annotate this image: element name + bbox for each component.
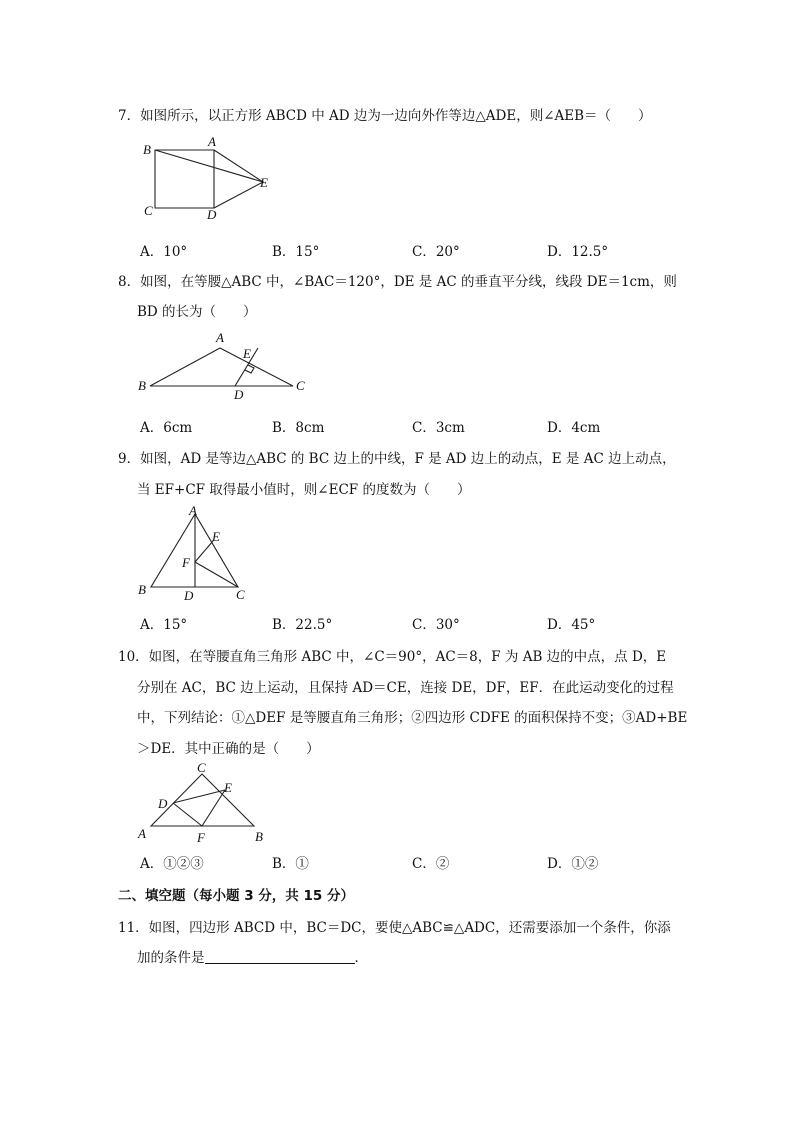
q10-label-f: F [197,830,205,845]
q9-label-e: E [212,529,220,544]
q8-label-e: E [243,346,251,361]
q10-label-b: B [255,829,263,844]
q8-label-c: C [296,378,305,393]
q10-stem-line1: 10．如图，在等腰直角三角形 ABC 中，∠C＝90°，AC＝8，F 为 AB 边的中点，点 D，E [118,649,667,665]
q10-option-a[interactable]: A．①②③ [140,856,204,872]
q11-stem-line2 [137,946,368,966]
q7-option-b[interactable]: B．15° [272,244,320,260]
q11-answer-blank[interactable] [205,951,355,964]
q10-label-a: A [138,826,146,841]
q8-option-a[interactable]: A．6cm [140,420,193,436]
q7-option-d[interactable]: D．12.5° [547,244,609,260]
q7-stem: 7．如图所示，以正方形 ABCD 中 AD 边为一边向外作等边△ADE，则∠AEB＝（ ） [118,108,652,124]
q11-stem-suffix: ． [354,950,368,966]
q7-label-c: C [144,203,153,218]
q7-option-a[interactable]: A．10° [140,244,188,260]
q8-label-a: A [216,330,224,345]
q10-stem-line3: 中，下列结论：①△DEF 是等腰直角三角形；②四边形 CDFE 的面积保持不变；③AD+BE [137,710,688,726]
q8-stem-line1: 8．如图，在等腰△ABC 中，∠BAC＝120°，DE 是 AC 的垂直平分线，线段 DE＝1cm，则 [118,274,677,290]
q10-figure [136,760,276,848]
q9-stem-line2: 当 EF+CF 取得最小值时，则∠ECF 的度数为（ ） [137,482,471,498]
q10-option-d[interactable]: D．①② [547,856,599,872]
q9-label-f: F [182,555,190,570]
q9-stem-line1: 9．如图，AD 是等边△ABC 的 BC 边上的中线，F 是 AD 边上的动点，E 是 AC 边上动点， [118,451,676,467]
q8-label-d: D [234,387,244,402]
q9-segment-fc [195,562,238,587]
q11-stem-prefix: 加的条件是 [137,950,205,966]
q7-option-c[interactable]: C．20° [412,244,460,260]
q10-label-d: D [158,796,168,811]
q8-triangle-abc [150,348,293,386]
q9-option-d[interactable]: D．45° [547,617,596,633]
q7-label-b: B [143,142,151,157]
q10-segment-de [173,790,225,803]
q9-figure [134,503,254,603]
q7-equilateral-triangle [214,150,263,208]
q10-stem-line4: ＞DE．其中正确的是（ ） [137,741,320,757]
q9-option-a[interactable]: A．15° [140,617,188,633]
q10-segment-df [173,803,202,826]
q8-stem-line2: BD 的长为（ ） [137,304,257,320]
q9-option-c[interactable]: C．30° [412,617,460,633]
q10-option-b[interactable]: B．① [272,856,309,872]
q9-label-d: D [184,588,194,603]
q7-segment-be [155,150,263,182]
q8-label-b: B [138,378,146,393]
q10-label-e: E [224,780,232,795]
q7-label-d: D [207,207,217,222]
q8-option-c[interactable]: C．3cm [412,420,465,436]
section-fill-in-title: 二、填空题（每小题 3 分，共 15 分） [118,888,354,904]
q9-label-a: A [189,503,197,518]
q9-option-b[interactable]: B．22.5° [272,617,333,633]
q7-figure [140,136,280,222]
q7-label-a: A [208,134,216,149]
q9-segment-fe [195,541,213,562]
q10-option-c[interactable]: C．② [412,856,450,872]
q8-option-b[interactable]: B．8cm [272,420,325,436]
q7-label-e: E [260,175,268,190]
q9-label-b: B [138,582,146,597]
q8-option-d[interactable]: D．4cm [547,420,601,436]
q10-stem-line2: 分别在 AC，BC 边上运动，且保持 AD＝CE，连接 DE，DF，EF．在此运动变化的过程 [137,680,674,696]
q9-label-c: C [236,587,245,602]
q11-stem-line1: 11．如图，四边形 ABCD 中，BC＝DC，要使△ABC≌△ADC，还需要添加一个条件，你添 [118,920,671,936]
q10-label-c: C [197,760,206,775]
q8-figure [136,330,316,405]
